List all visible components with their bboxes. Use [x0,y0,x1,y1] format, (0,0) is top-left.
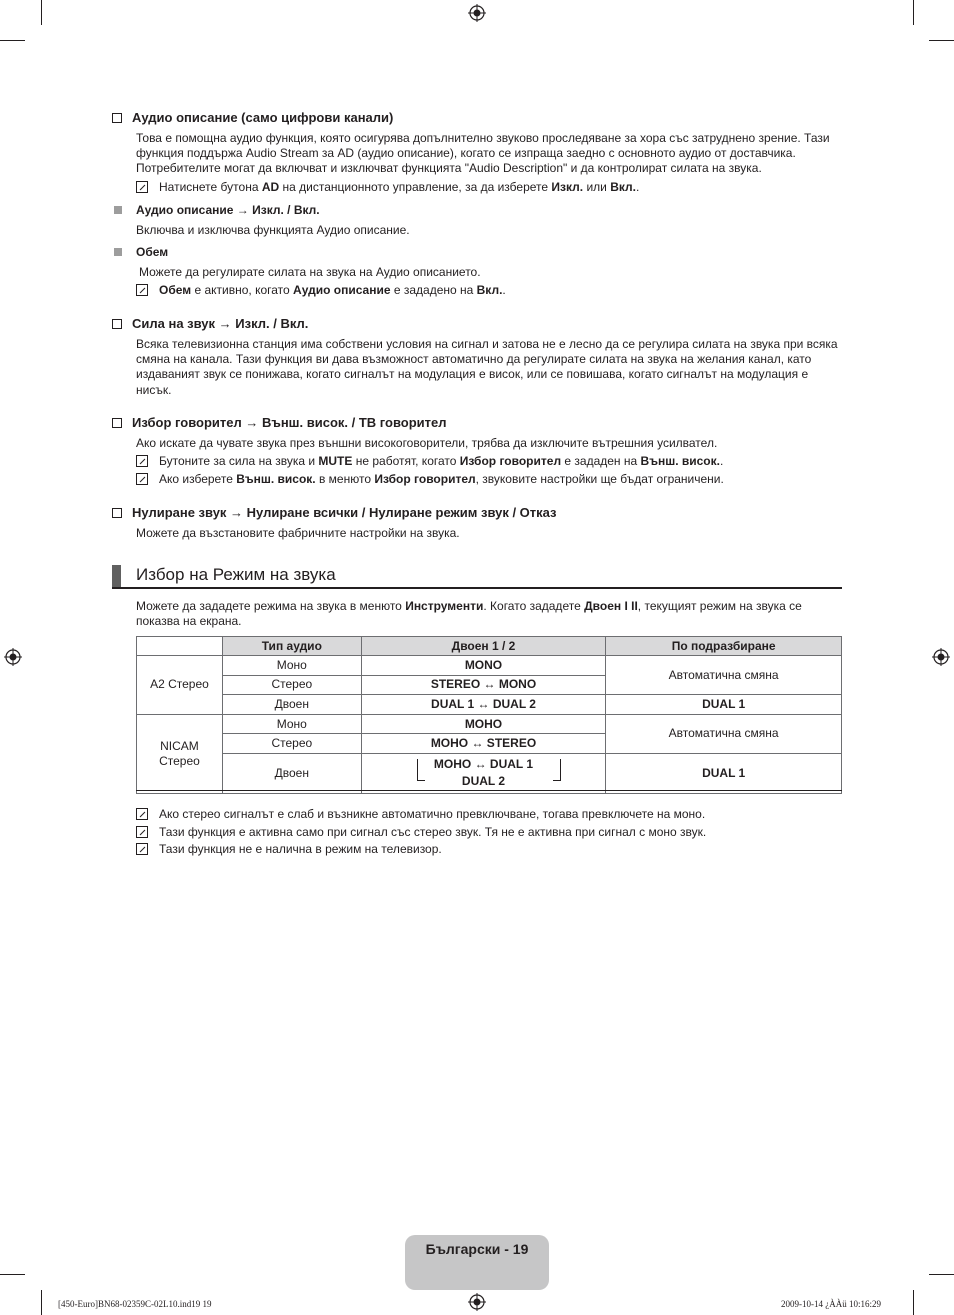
subsection-text: Включва и изключва функцията Аудио описание. [136,223,410,237]
table-cell: Моно [222,656,361,676]
audio-description-text: Това е помощна аудио функция, която осигурява допълнително звуково проследяване за хора със затруднено зрение. Тази функция поддържа Audio Stream за AD (аудио описание), когато се изпраща заедно с основното аудио от доставчика. Потребителите могат да включват и изключват функцията "Audio Description" и да контролират силата на звука. [136,131,830,176]
auto-volume-text: Всяка телевизионна станция има собствени условия на сигнал и затова не е лесно да се регулира силата на звука при всяка смяна на канала. Тази функция ви дава възможност автоматично да регулирате силата на звука на желания канал, като издаваният звук се понижава, когато сигналът на модулация е висок, или се повишава, когато сигналът на модулация е нисък. [136,337,838,397]
table-cell: Двоен [222,695,361,715]
note-icon [136,808,148,820]
table-cell: MONO [361,656,606,676]
section-title-speaker-select: Избор говорител → Външ. висок. / ТВ говорител [112,415,447,430]
table-cell: DUAL 1 [606,695,842,715]
table-header [137,637,223,656]
table-cell: Стерео [222,675,361,695]
crop-mark [0,40,25,41]
crop-mark [41,1290,42,1315]
table-cell: DUAL 1 [606,753,842,793]
cycle-arrow-icon [417,759,425,781]
note: Ако стерео сигналът е слаб и възникне автоматично превключване, тогава превключете на моно. [136,807,705,822]
checkbox-bullet-icon [112,418,122,428]
crop-mark [913,1290,914,1315]
subsection-title: Обем [136,245,169,259]
sound-mode-table [136,636,842,794]
section-title-auto-volume: Сила на звук → Изкл. / Вкл. [112,316,308,331]
registration-mark-icon [4,648,22,666]
table-header: По подразбиране [606,637,842,656]
table-cell: MOHO [361,714,606,734]
subsection-text: Можете да регулирате силата на звука на Аудио описанието. [139,265,481,279]
subsection-title: Аудио описание → Изкл. / Вкл. [136,203,320,217]
table-cell: Стерео [222,734,361,754]
cycle-arrow-icon [553,759,561,781]
registration-mark-icon [468,1293,486,1311]
table-header-row [137,637,842,656]
sound-mode-intro: Можете да зададете режима на звука в менюто Инструменти. Когато зададете Двоен I II, текущият режим на звука се показва на екрана. [136,599,802,629]
note: Бутоните за сила на звука и MUTE не работят, когато Избор говорител е зададен на Външ. висок.. [136,454,723,469]
crop-mark [41,0,42,25]
crop-mark [929,1274,954,1275]
note-icon [136,455,148,467]
registration-mark-icon [932,648,950,666]
checkbox-bullet-icon [112,508,122,518]
table-row [137,714,842,734]
crop-mark [0,1274,25,1275]
page-heading: Избор на Режим на звука [136,565,336,584]
table-cell [361,753,606,793]
note: Обем е активно, когато Аудио описание е зададено на Вкл.. [136,283,506,298]
checkbox-bullet-icon [112,319,122,329]
table-cell: A2 Стерео [137,656,223,715]
heading-bar [112,565,121,587]
speaker-select-text: Ако искате да чувате звука през външни високоговорители, трябва да изключите вътрешния усилвател. [136,436,718,450]
table-cell: DUAL 1 ↔ DUAL 2 [361,695,606,715]
table-cell: Автоматична смяна [606,714,842,753]
print-date-info: 2009-10-14 ¿ÀÀü 10:16:29 [781,1299,881,1309]
note-icon [136,473,148,485]
section-title-audio-description: Аудио описание (само цифрови канали) [112,110,393,125]
table-cell: STEREO ↔ MONO [361,675,606,695]
section-title-sound-reset: Нулиране звук → Нулиране всички / Нулиране режим звук / Отказ [112,505,557,520]
print-file-info: [450-Euro]BN68-02359C-02L10.ind19 19 [58,1299,212,1309]
table-row [137,656,842,676]
sound-reset-text: Можете да възстановите фабричните настройки на звука. [136,526,460,540]
note: Тази функция е активна само при сигнал със стерео звук. Тя не е активна при сигнал с моно звук. [136,825,706,840]
note-icon [136,826,148,838]
note-icon [136,284,148,296]
checkbox-bullet-icon [112,113,122,123]
table-row [137,753,842,793]
dual-cycle: MOHO ↔ DUAL 1 DUAL 2 [434,756,533,790]
square-bullet-icon [114,206,122,214]
table-cell: MOHO ↔ STEREO [361,734,606,754]
table-cell: Моно [222,714,361,734]
table-cell: NICAM Стерео [137,714,223,793]
table-cell: Двоен [222,753,361,793]
table-header: Двоен 1 / 2 [361,637,606,656]
note: Тази функция не е налична в режим на телевизор. [136,842,442,857]
table-header: Тип аудио [222,637,361,656]
table-cell: Автоматична смяна [606,656,842,695]
page-number: Български - 19 [425,1241,529,1257]
note-icon [136,181,148,193]
crop-mark [913,0,914,25]
note: Натиснете бутона AD на дистанционното управление, за да изберете Изкл. или Вкл.. [136,180,639,195]
crop-mark [929,40,954,41]
registration-mark-icon [468,4,486,22]
table-bottom-rule [136,790,842,791]
heading-rule [112,587,842,589]
note: Ако изберете Външ. висок. в менюто Избор говорител, звуковите настройки ще бъдат ограничени. [136,472,724,487]
table-row [137,695,842,715]
note-icon [136,843,148,855]
square-bullet-icon [114,248,122,256]
